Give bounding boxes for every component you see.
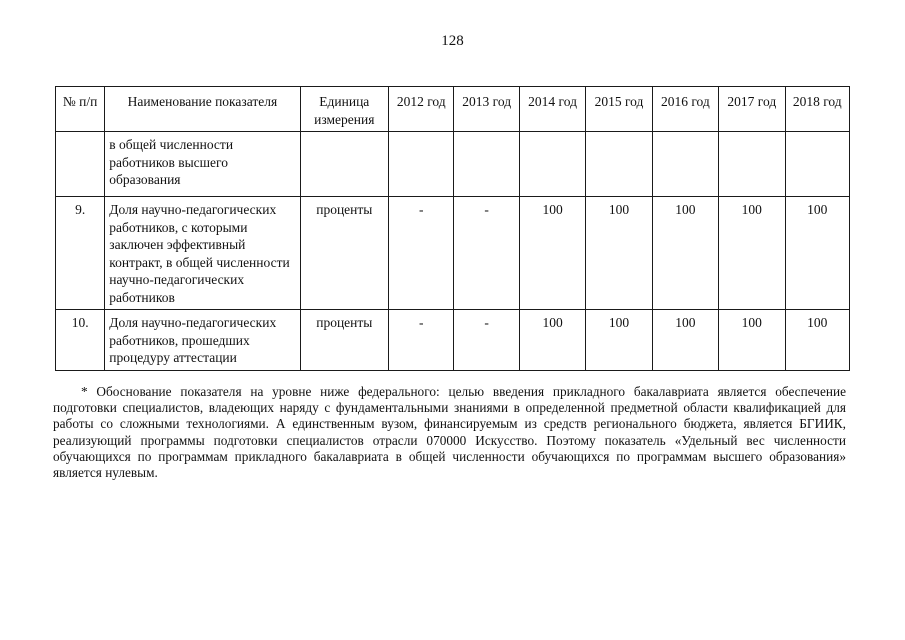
header-year-2014: 2014 год bbox=[519, 87, 585, 132]
value-2012: - bbox=[389, 310, 454, 371]
header-year-2012: 2012 год bbox=[389, 87, 454, 132]
value-2018: 100 bbox=[785, 197, 850, 310]
row-number bbox=[56, 132, 105, 197]
table-header-row bbox=[56, 87, 850, 132]
table-row bbox=[56, 310, 850, 371]
value-2015: 100 bbox=[586, 310, 652, 371]
value-2016: 100 bbox=[652, 197, 718, 310]
value-2012: - bbox=[389, 197, 454, 310]
footnote-text: * Обоснование показателя на уровне ниже федерального: целью введения прикладного бакалавриата является обеспечение подготовки специалистов, владеющих наряду с фундаментальными знаниями в определенной предметной области квалификацией для работы со сложными технологиями. А единственным вузом, финансируемым из средств регионального бюджета, является БГИИК, реализующий программы подготовки специалистов отрасли 070000 Искусство. Поэтому показатель «Удельный вес численности обучающихся по программам прикладного бакалавриата в общей численности обучающихся по программам высшего образования» является нулевым. bbox=[53, 384, 846, 481]
row-number: 10. bbox=[56, 310, 105, 371]
indicator-name: в общей численности работников высшего образования bbox=[105, 132, 300, 197]
header-indicator-name: Наименование показателя bbox=[105, 87, 300, 132]
value-2012 bbox=[389, 132, 454, 197]
value-2017: 100 bbox=[719, 310, 785, 371]
header-number: № п/п bbox=[56, 87, 105, 132]
value-2016 bbox=[652, 132, 718, 197]
value-2014: 100 bbox=[519, 310, 585, 371]
header-year-2017: 2017 год bbox=[719, 87, 785, 132]
value-2013: - bbox=[454, 310, 519, 371]
header-year-2015: 2015 год bbox=[586, 87, 652, 132]
value-2015: 100 bbox=[586, 197, 652, 310]
table-row bbox=[56, 132, 850, 197]
indicator-name: Доля научно-педагогических работников, с которыми заключен эффективный контракт, в общей численности научно-педагогических работников bbox=[105, 197, 300, 310]
unit bbox=[300, 132, 389, 197]
value-2017: 100 bbox=[719, 197, 785, 310]
page-number: 128 bbox=[441, 33, 464, 49]
value-2017 bbox=[719, 132, 785, 197]
value-2014: 100 bbox=[519, 197, 585, 310]
row-number: 9. bbox=[56, 197, 105, 310]
header-unit: Единица измерения bbox=[300, 87, 389, 132]
unit: проценты bbox=[300, 197, 389, 310]
value-2015 bbox=[586, 132, 652, 197]
footnote bbox=[53, 384, 846, 481]
header-year-2018: 2018 год bbox=[785, 87, 850, 132]
value-2016: 100 bbox=[652, 310, 718, 371]
value-2013: - bbox=[454, 197, 519, 310]
unit: проценты bbox=[300, 310, 389, 371]
value-2014 bbox=[519, 132, 585, 197]
value-2018: 100 bbox=[785, 310, 850, 371]
header-year-2013: 2013 год bbox=[454, 87, 519, 132]
table-row bbox=[56, 197, 850, 310]
indicators-table bbox=[55, 86, 850, 371]
value-2018 bbox=[785, 132, 850, 197]
value-2013 bbox=[454, 132, 519, 197]
indicator-name: Доля научно-педагогических работников, прошедших процедуру аттестации bbox=[105, 310, 300, 371]
header-year-2016: 2016 год bbox=[652, 87, 718, 132]
